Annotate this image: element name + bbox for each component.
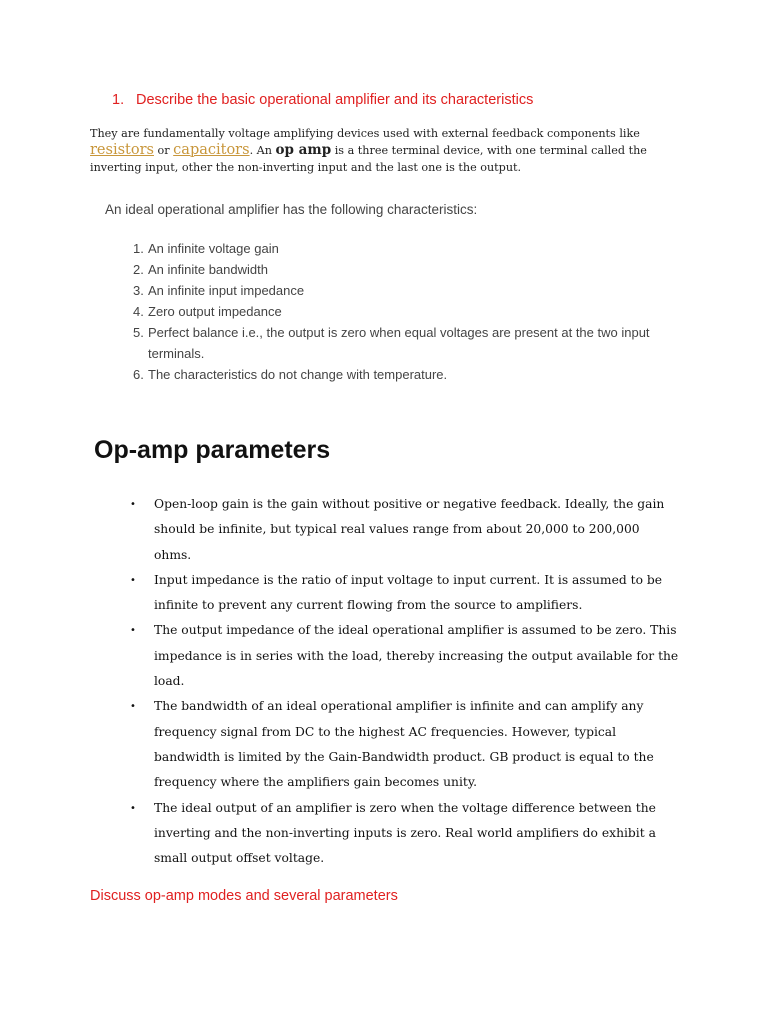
ideal-list-item <box>133 364 693 385</box>
intro-text-1: They are fundamentally voltage amplifying devices used with external feedback components like <box>90 127 640 140</box>
params-bullet-list <box>130 492 680 871</box>
bullet-text: The output impedance of the ideal operational amplifier is assumed to be zero. This impedance is in series with the load, thereby increasing the output available for the load. <box>154 623 679 689</box>
list-text: An infinite bandwidth <box>148 262 268 277</box>
resistors-link[interactable]: resistors <box>90 142 154 158</box>
bullet-icon: • <box>130 499 136 510</box>
question-1-text: Describe the basic operational amplifier and its characteristics <box>136 92 534 108</box>
list-number: 5. <box>133 325 144 340</box>
intro-text-or: or <box>153 144 174 157</box>
list-number: 6. <box>133 367 144 382</box>
ideal-list-item <box>133 301 693 322</box>
bullet-item <box>130 618 680 694</box>
question-1-heading <box>112 92 533 108</box>
bullet-text: The bandwidth of an ideal operational amplifier is infinite and can amplify any frequency signal from DC to the highest AC frequencies. However, typical bandwidth is limited by the Gain-Bandwidth product. GB product is equal to the frequency where the amplifiers gain becomes unity. <box>154 699 654 790</box>
params-section-title: Op-amp parameters <box>94 436 331 464</box>
bullet-text: Open-loop gain is the gain without positive or negative feedback. Ideally, the gain should be infinite, but typical real values range from about 20,000 to 200,000 ohms. <box>154 497 665 562</box>
question-2-heading: Discuss op-amp modes and several parameters <box>90 888 398 904</box>
bullet-item <box>130 694 680 795</box>
list-text: An infinite input impedance <box>148 283 305 298</box>
bullet-icon: • <box>130 625 136 637</box>
bullet-item <box>130 796 680 872</box>
bullet-icon: • <box>130 701 136 713</box>
question-1-number: 1. <box>112 92 125 108</box>
bullet-text: Input impedance is the ratio of input voltage to input current. It is assumed to be infinite to prevent any current flowing from the source to amplifiers. <box>154 572 663 613</box>
bullet-item <box>130 492 680 568</box>
op-amp-term: op amp <box>275 142 332 158</box>
list-text: Perfect balance i.e., the output is zero when equal voltages are present at the two input terminals. <box>148 325 650 361</box>
bullet-icon: • <box>130 574 136 586</box>
list-number: 1. <box>133 241 144 256</box>
list-number: 4. <box>133 304 144 319</box>
ideal-list-item <box>133 259 693 280</box>
bullet-icon: • <box>130 802 136 814</box>
ideal-list-item <box>133 280 693 301</box>
list-text: The characteristics do not change with temperature. <box>148 367 448 382</box>
ideal-characteristics-list <box>133 238 693 385</box>
bullet-text: The ideal output of an amplifier is zero when the voltage difference between the inverting and the non-inverting inputs is zero. Real world amplifiers do exhibit a small output offset voltage. <box>154 800 656 866</box>
intro-paragraph <box>90 125 650 176</box>
ideal-characteristics-heading: An ideal operational amplifier has the following characteristics: <box>105 202 478 217</box>
ideal-list-item <box>133 238 693 259</box>
ideal-list-item <box>133 322 693 364</box>
list-number: 2. <box>133 262 144 277</box>
intro-text-2: . An <box>249 144 276 157</box>
list-number: 3. <box>133 283 144 298</box>
capacitors-link[interactable]: capacitors <box>173 142 250 158</box>
list-text: Zero output impedance <box>148 304 282 319</box>
intro-text-3: is a three terminal device, with one terminal called the inverting input, other the non-inverting input and the last one is the output. <box>90 144 647 174</box>
bullet-item <box>130 568 680 619</box>
list-text: An infinite voltage gain <box>148 241 279 256</box>
